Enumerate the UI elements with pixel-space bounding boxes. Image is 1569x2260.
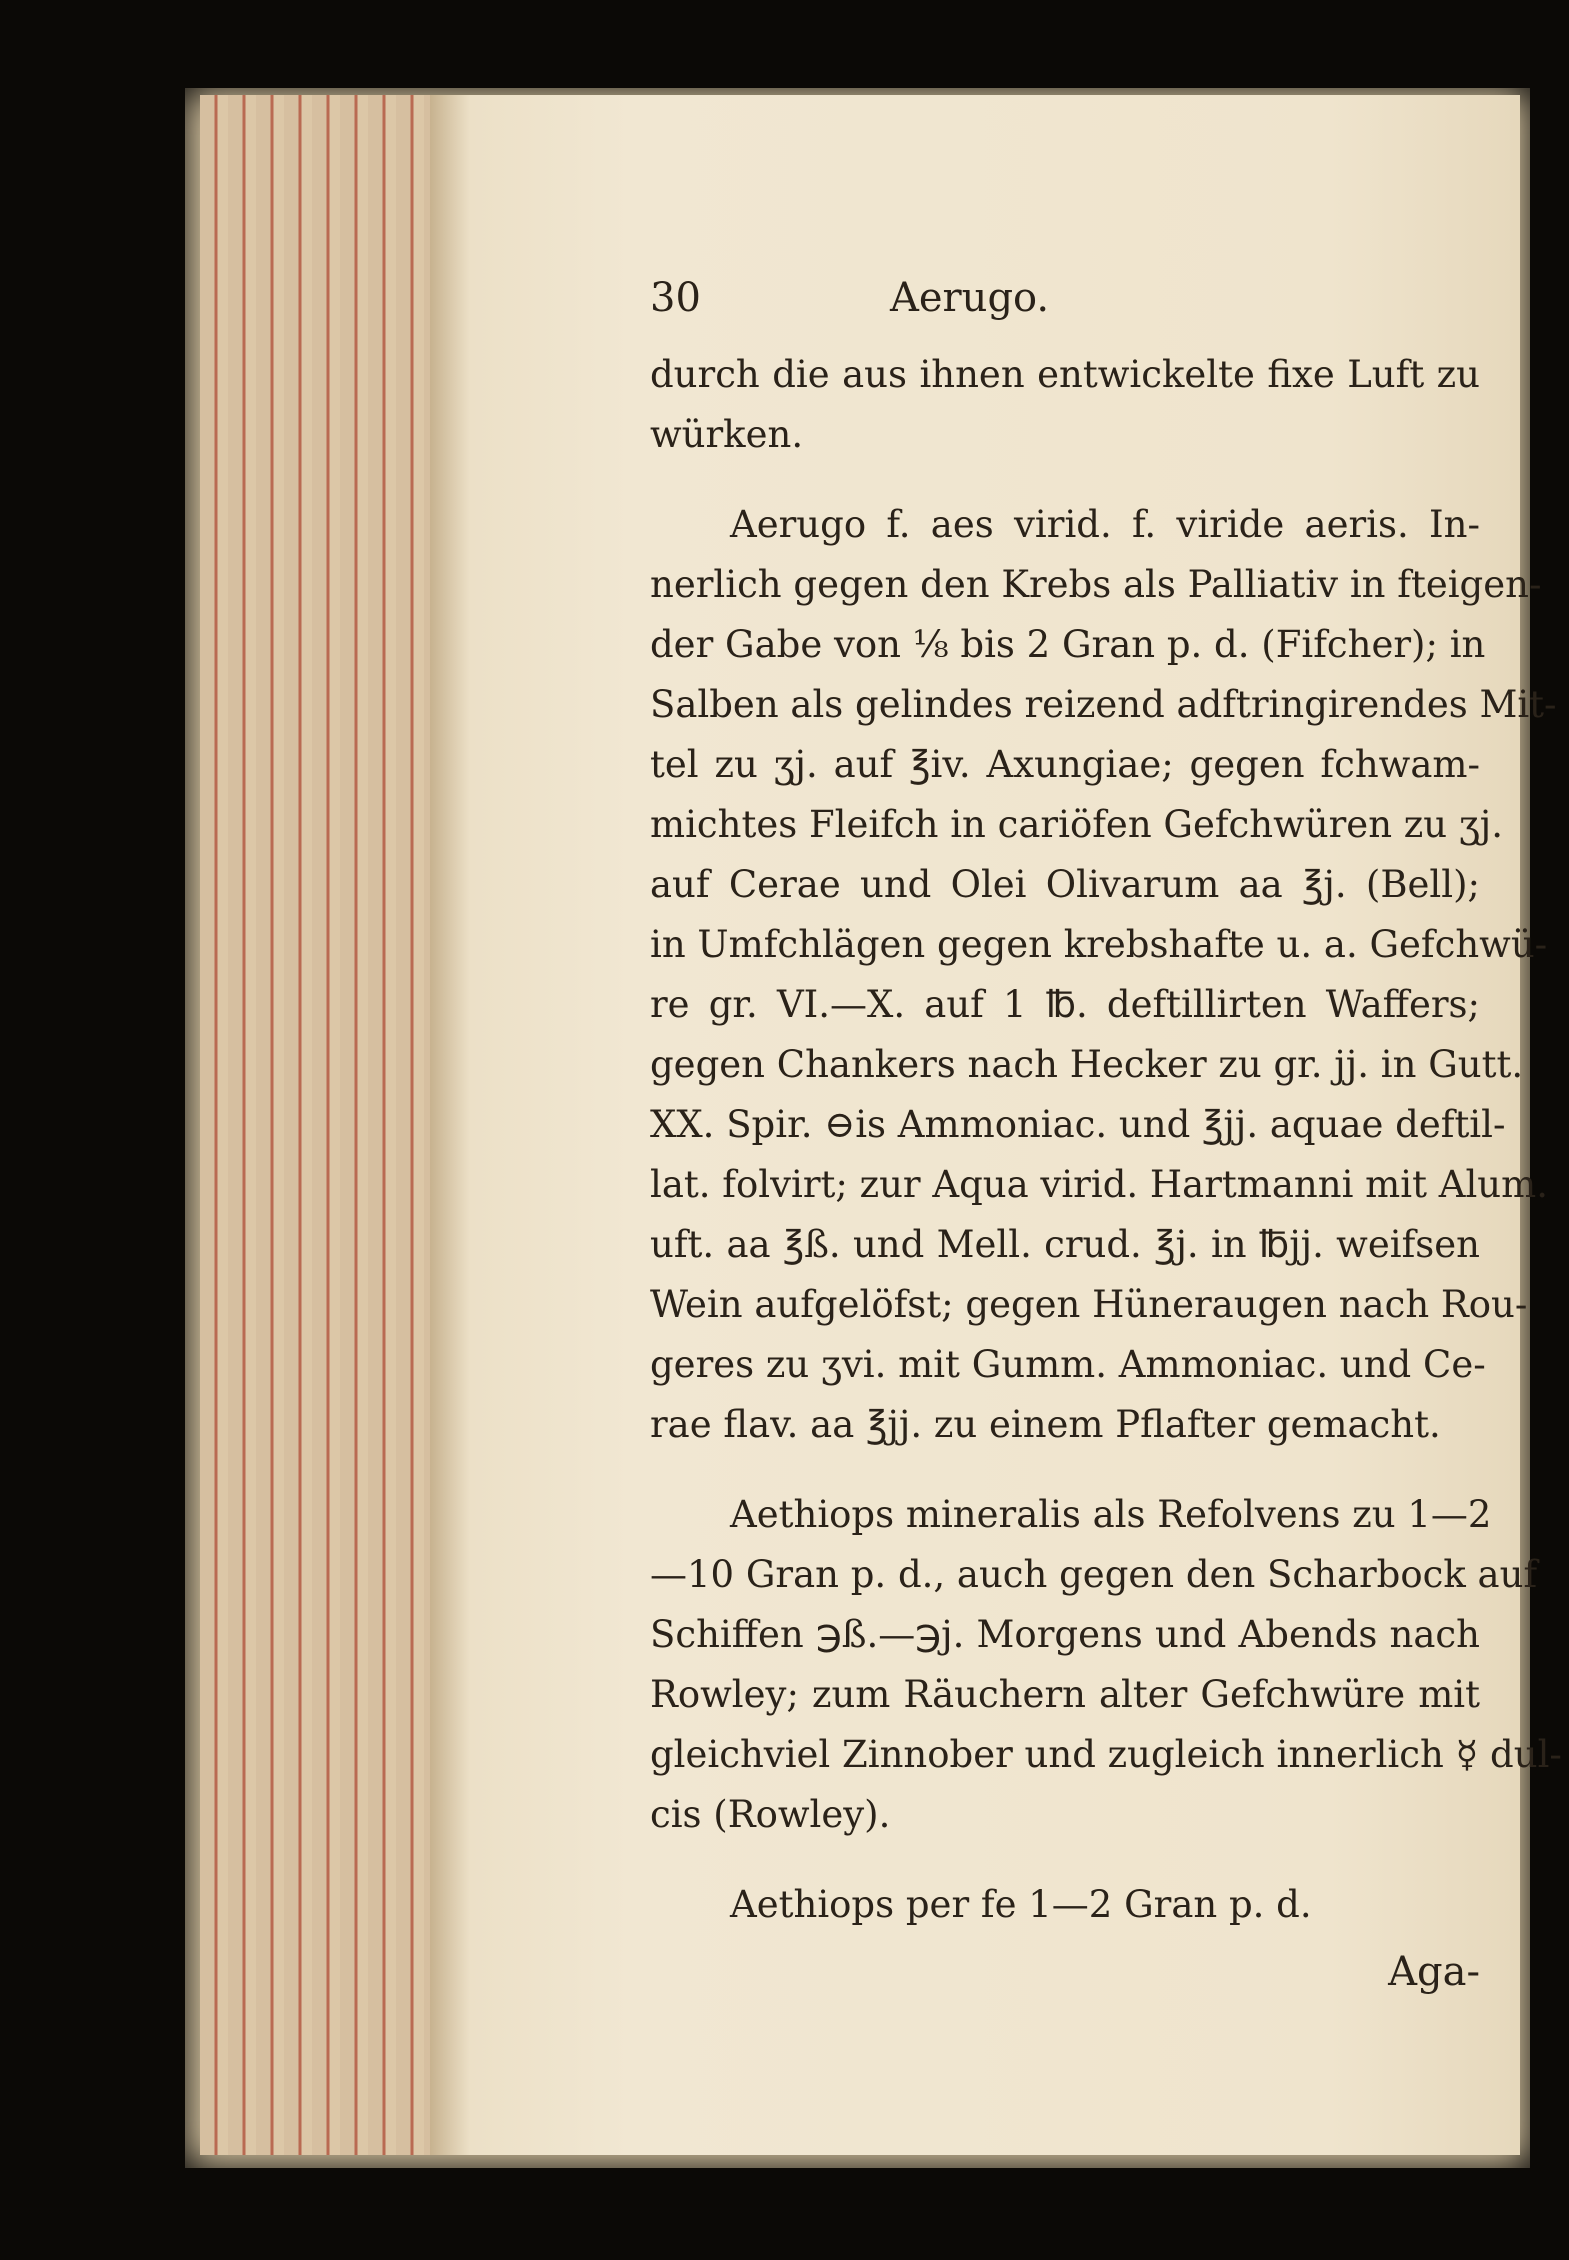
paragraph-aethiops-mineralis — [650, 1485, 1562, 1845]
text-line: —10 Gran p. d., auch gegen den Scharbock auf — [650, 1553, 1538, 1596]
book-page — [430, 95, 1562, 2155]
text-line: würken. — [650, 413, 804, 456]
page-text-block — [650, 265, 1562, 1995]
text-line: Schiffen ℈ß.—℈j. Morgens und Abends nach — [650, 1613, 1480, 1656]
text-line: geres zu ʒvi. mit Gumm. Ammoniac. und Ce- — [650, 1343, 1486, 1386]
text-line: auf Cerae und Olei Olivarum aa ℥j. (Bell); — [650, 863, 1480, 906]
text-line: durch die aus ihnen entwickelte fixe Luft zu — [650, 353, 1480, 396]
text-line: gegen Chankers nach Hecker zu gr. jj. in Gutt. — [650, 1043, 1524, 1086]
catchword: Aga- — [1388, 1949, 1480, 1995]
page-number: 30 — [650, 275, 701, 321]
paragraph-aethiops-per-se — [650, 1875, 1480, 1935]
text-line: der Gabe von ⅛ bis 2 Gran p. d. (Fifcher); in — [650, 623, 1486, 666]
text-line: in Umfchlägen gegen krebshafte u. a. Gefchwü- — [650, 923, 1548, 966]
page-header — [650, 265, 1480, 345]
text-line: cis (Rowley). — [650, 1793, 891, 1836]
running-title: Aerugo. — [890, 275, 1050, 321]
text-line: gleichviel Zinnober und zugleich innerlich ☿ dul- — [650, 1733, 1562, 1776]
text-line: uft. aa ℥ß. und Mell. crud. ℥j. in ℔jj. weifsen — [650, 1223, 1480, 1266]
text-line: Aerugo f. aes virid. f. viride aeris. In- — [730, 503, 1480, 546]
paragraph-continuation — [650, 345, 1480, 465]
text-line: lat. folvirt; zur Aqua virid. Hartmanni mit Alum. — [650, 1163, 1548, 1206]
text-line: Aethiops mineralis als Refolvens zu 1—2 — [730, 1493, 1492, 1536]
text-line: Wein aufgelöfst; gegen Hüneraugen nach Rou- — [650, 1283, 1528, 1326]
text-line: Rowley; zum Räuchern alter Gefchwüre mit — [650, 1673, 1480, 1716]
text-line: rae flav. aa ℥jj. zu einem Pflafter gemacht. — [650, 1403, 1441, 1446]
page-edges — [200, 95, 433, 2155]
text-line: XX. Spir. ⊖is Ammoniac. und ℥jj. aquae deftil- — [650, 1103, 1506, 1146]
text-line: Salben als gelindes reizend adftringirendes Mit- — [650, 683, 1557, 726]
text-line: Aethiops per fe 1—2 Gran p. d. — [730, 1883, 1312, 1926]
text-line: michtes Fleifch in cariöfen Gefchwüren zu ʒj. — [650, 803, 1503, 846]
text-line: tel zu ʒj. auf ℥iv. Axungiae; gegen fchwam- — [650, 743, 1480, 786]
text-line: nerlich gegen den Krebs als Palliativ in fteigen- — [650, 563, 1542, 606]
text-line: re gr. VI.—X. auf 1 ℔. deftillirten Waffers; — [650, 983, 1480, 1026]
paragraph-aerugo — [650, 495, 1557, 1455]
